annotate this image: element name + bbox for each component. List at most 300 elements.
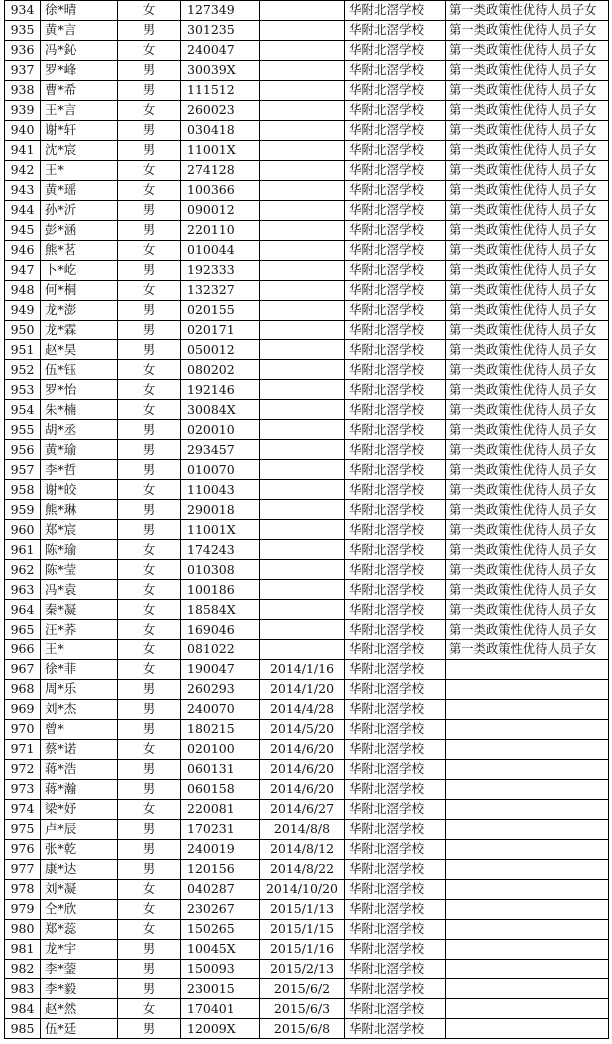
cell-date: 2014/6/27	[260, 799, 345, 819]
table-row	[5, 739, 609, 759]
cell-category: 第一类政策性优待人员子女	[446, 480, 609, 500]
cell-category: 第一类政策性优待人员子女	[446, 140, 609, 160]
table-row	[5, 699, 609, 719]
cell-gender: 女	[118, 560, 181, 580]
cell-date	[260, 380, 345, 400]
cell-id-suffix: 10045X	[181, 939, 260, 959]
cell-name: 秦*凝	[41, 600, 118, 620]
cell-id-suffix: 010070	[181, 460, 260, 480]
cell-name: 王*	[41, 640, 118, 660]
cell-number: 948	[5, 280, 41, 300]
cell-gender: 男	[118, 839, 181, 859]
cell-gender: 女	[118, 600, 181, 620]
table-row	[5, 40, 609, 60]
cell-name: 黄*瑜	[41, 440, 118, 460]
table-row	[5, 879, 609, 899]
cell-school: 华附北滘学校	[345, 120, 446, 140]
cell-gender: 男	[118, 520, 181, 540]
table-row	[5, 839, 609, 859]
cell-date: 2014/1/16	[260, 659, 345, 679]
table-row	[5, 600, 609, 620]
table-row	[5, 959, 609, 979]
table-row	[5, 300, 609, 320]
table-row	[5, 819, 609, 839]
cell-date	[260, 100, 345, 120]
cell-id-suffix: 170401	[181, 999, 260, 1019]
cell-category: 第一类政策性优待人员子女	[446, 120, 609, 140]
cell-category: 第一类政策性优待人员子女	[446, 320, 609, 340]
table-row	[5, 919, 609, 939]
cell-name: 康*达	[41, 859, 118, 879]
cell-number: 976	[5, 839, 41, 859]
cell-id-suffix: 030418	[181, 120, 260, 140]
cell-school: 华附北滘学校	[345, 400, 446, 420]
cell-school: 华附北滘学校	[345, 160, 446, 180]
cell-gender: 女	[118, 400, 181, 420]
cell-id-suffix: 150093	[181, 959, 260, 979]
cell-number: 935	[5, 20, 41, 40]
cell-school: 华附北滘学校	[345, 919, 446, 939]
cell-number: 952	[5, 360, 41, 380]
cell-number: 968	[5, 679, 41, 699]
cell-id-suffix: 293457	[181, 440, 260, 460]
cell-date	[260, 180, 345, 200]
cell-category	[446, 819, 609, 839]
cell-date: 2014/4/28	[260, 699, 345, 719]
table-row	[5, 460, 609, 480]
cell-category	[446, 719, 609, 739]
cell-name: 熊*琳	[41, 500, 118, 520]
cell-id-suffix: 230267	[181, 899, 260, 919]
cell-date	[260, 620, 345, 640]
cell-category: 第一类政策性优待人员子女	[446, 600, 609, 620]
cell-number: 950	[5, 320, 41, 340]
cell-number: 971	[5, 739, 41, 759]
cell-name: 李*哲	[41, 460, 118, 480]
cell-name: 孙*沂	[41, 200, 118, 220]
cell-gender: 男	[118, 340, 181, 360]
cell-gender: 男	[118, 120, 181, 140]
cell-number: 972	[5, 759, 41, 779]
cell-number: 975	[5, 819, 41, 839]
cell-category: 第一类政策性优待人员子女	[446, 400, 609, 420]
cell-name: 徐*菲	[41, 659, 118, 679]
table-row	[5, 440, 609, 460]
cell-number: 982	[5, 959, 41, 979]
table-row	[5, 280, 609, 300]
cell-name: 胡*丞	[41, 420, 118, 440]
cell-gender: 女	[118, 640, 181, 660]
cell-school: 华附北滘学校	[345, 879, 446, 899]
cell-date	[260, 160, 345, 180]
cell-number: 979	[5, 899, 41, 919]
cell-gender: 女	[118, 240, 181, 260]
cell-school: 华附北滘学校	[345, 759, 446, 779]
table-row	[5, 100, 609, 120]
table-row	[5, 480, 609, 500]
cell-category	[446, 999, 609, 1019]
cell-date: 2015/1/15	[260, 919, 345, 939]
cell-date	[260, 520, 345, 540]
cell-date: 2015/6/3	[260, 999, 345, 1019]
cell-number: 958	[5, 480, 41, 500]
table-row	[5, 659, 609, 679]
cell-number: 962	[5, 560, 41, 580]
cell-gender: 女	[118, 100, 181, 120]
cell-number: 964	[5, 600, 41, 620]
cell-number: 980	[5, 919, 41, 939]
cell-category	[446, 879, 609, 899]
cell-school: 华附北滘学校	[345, 540, 446, 560]
cell-id-suffix: 127349	[181, 1, 260, 21]
cell-school: 华附北滘学校	[345, 819, 446, 839]
cell-number: 944	[5, 200, 41, 220]
cell-school: 华附北滘学校	[345, 839, 446, 859]
cell-gender: 女	[118, 160, 181, 180]
cell-name: 蒋*瀚	[41, 779, 118, 799]
cell-gender: 男	[118, 140, 181, 160]
cell-id-suffix: 18584X	[181, 600, 260, 620]
cell-number: 985	[5, 1019, 41, 1039]
cell-id-suffix: 190047	[181, 659, 260, 679]
cell-id-suffix: 230015	[181, 979, 260, 999]
cell-id-suffix: 30084X	[181, 400, 260, 420]
cell-number: 937	[5, 60, 41, 80]
cell-category: 第一类政策性优待人员子女	[446, 200, 609, 220]
cell-gender: 女	[118, 879, 181, 899]
cell-school: 华附北滘学校	[345, 480, 446, 500]
cell-id-suffix: 301235	[181, 20, 260, 40]
cell-category	[446, 1019, 609, 1039]
cell-date	[260, 400, 345, 420]
cell-date	[260, 1, 345, 21]
cell-school: 华附北滘学校	[345, 799, 446, 819]
cell-name: 黄*言	[41, 20, 118, 40]
cell-category: 第一类政策性优待人员子女	[446, 620, 609, 640]
cell-gender: 女	[118, 739, 181, 759]
cell-school: 华附北滘学校	[345, 959, 446, 979]
cell-gender: 男	[118, 420, 181, 440]
cell-category: 第一类政策性优待人员子女	[446, 20, 609, 40]
table-row	[5, 360, 609, 380]
cell-school: 华附北滘学校	[345, 180, 446, 200]
cell-number: 967	[5, 659, 41, 679]
cell-gender: 男	[118, 959, 181, 979]
table-row	[5, 180, 609, 200]
cell-id-suffix: 080202	[181, 360, 260, 380]
cell-number: 953	[5, 380, 41, 400]
cell-gender: 男	[118, 500, 181, 520]
cell-date	[260, 280, 345, 300]
cell-number: 936	[5, 40, 41, 60]
table-row	[5, 620, 609, 640]
cell-name: 陈*瑜	[41, 540, 118, 560]
cell-school: 华附北滘学校	[345, 300, 446, 320]
cell-school: 华附北滘学校	[345, 440, 446, 460]
cell-name: 刘*凝	[41, 879, 118, 899]
cell-date	[260, 200, 345, 220]
cell-id-suffix: 090012	[181, 200, 260, 220]
cell-id-suffix: 290018	[181, 500, 260, 520]
cell-date	[260, 320, 345, 340]
table-row	[5, 80, 609, 100]
table-row	[5, 939, 609, 959]
cell-number: 957	[5, 460, 41, 480]
cell-school: 华附北滘学校	[345, 80, 446, 100]
table-row	[5, 120, 609, 140]
cell-date: 2014/8/8	[260, 819, 345, 839]
cell-date	[260, 120, 345, 140]
cell-date	[260, 640, 345, 660]
cell-category: 第一类政策性优待人员子女	[446, 220, 609, 240]
cell-category	[446, 759, 609, 779]
cell-category	[446, 679, 609, 699]
cell-gender: 女	[118, 799, 181, 819]
cell-name: 蔡*诺	[41, 739, 118, 759]
cell-date	[260, 220, 345, 240]
cell-category	[446, 859, 609, 879]
cell-name: 伍*钰	[41, 360, 118, 380]
cell-name: 罗*峰	[41, 60, 118, 80]
cell-gender: 男	[118, 60, 181, 80]
cell-name: 仝*欣	[41, 899, 118, 919]
cell-category: 第一类政策性优待人员子女	[446, 160, 609, 180]
cell-category: 第一类政策性优待人员子女	[446, 640, 609, 660]
cell-school: 华附北滘学校	[345, 739, 446, 759]
cell-date: 2014/6/20	[260, 739, 345, 759]
cell-name: 徐*晴	[41, 1, 118, 21]
cell-category	[446, 799, 609, 819]
cell-number: 942	[5, 160, 41, 180]
cell-id-suffix: 050012	[181, 340, 260, 360]
cell-id-suffix: 150265	[181, 919, 260, 939]
cell-id-suffix: 132327	[181, 280, 260, 300]
cell-school: 华附北滘学校	[345, 999, 446, 1019]
cell-category	[446, 839, 609, 859]
cell-number: 969	[5, 699, 41, 719]
cell-category	[446, 959, 609, 979]
cell-name: 卜*屹	[41, 260, 118, 280]
cell-gender: 男	[118, 719, 181, 739]
cell-id-suffix: 010044	[181, 240, 260, 260]
cell-number: 945	[5, 220, 41, 240]
cell-school: 华附北滘学校	[345, 679, 446, 699]
cell-number: 947	[5, 260, 41, 280]
cell-id-suffix: 081022	[181, 640, 260, 660]
table-row	[5, 160, 609, 180]
table-row	[5, 1, 609, 21]
cell-date	[260, 40, 345, 60]
cell-gender: 男	[118, 200, 181, 220]
cell-category	[446, 979, 609, 999]
cell-id-suffix: 060158	[181, 779, 260, 799]
cell-id-suffix: 11001X	[181, 140, 260, 160]
cell-date	[260, 240, 345, 260]
cell-category	[446, 659, 609, 679]
cell-number: 940	[5, 120, 41, 140]
cell-name: 沈*宸	[41, 140, 118, 160]
cell-number: 939	[5, 100, 41, 120]
cell-category: 第一类政策性优待人员子女	[446, 280, 609, 300]
cell-gender: 男	[118, 699, 181, 719]
table-row	[5, 420, 609, 440]
cell-number: 977	[5, 859, 41, 879]
cell-date	[260, 580, 345, 600]
cell-category	[446, 739, 609, 759]
cell-school: 华附北滘学校	[345, 560, 446, 580]
cell-gender: 男	[118, 260, 181, 280]
cell-school: 华附北滘学校	[345, 240, 446, 260]
cell-gender: 男	[118, 460, 181, 480]
cell-name: 卢*辰	[41, 819, 118, 839]
cell-school: 华附北滘学校	[345, 899, 446, 919]
cell-gender: 男	[118, 20, 181, 40]
cell-school: 华附北滘学校	[345, 859, 446, 879]
cell-gender: 男	[118, 300, 181, 320]
cell-name: 蒋*浩	[41, 759, 118, 779]
table-row	[5, 20, 609, 40]
cell-id-suffix: 192333	[181, 260, 260, 280]
cell-number: 946	[5, 240, 41, 260]
table-row	[5, 759, 609, 779]
cell-date	[260, 600, 345, 620]
cell-category: 第一类政策性优待人员子女	[446, 580, 609, 600]
cell-school: 华附北滘学校	[345, 520, 446, 540]
cell-name: 赵*然	[41, 999, 118, 1019]
cell-category	[446, 919, 609, 939]
cell-id-suffix: 170231	[181, 819, 260, 839]
cell-category: 第一类政策性优待人员子女	[446, 500, 609, 520]
cell-category: 第一类政策性优待人员子女	[446, 460, 609, 480]
cell-number: 955	[5, 420, 41, 440]
cell-id-suffix: 020010	[181, 420, 260, 440]
cell-number: 970	[5, 719, 41, 739]
cell-date: 2015/1/16	[260, 939, 345, 959]
cell-date: 2014/8/12	[260, 839, 345, 859]
cell-school: 华附北滘学校	[345, 380, 446, 400]
cell-name: 梁*妤	[41, 799, 118, 819]
cell-category	[446, 779, 609, 799]
cell-number: 938	[5, 80, 41, 100]
cell-id-suffix: 274128	[181, 160, 260, 180]
cell-name: 李*蓥	[41, 959, 118, 979]
cell-name: 郑*宸	[41, 520, 118, 540]
cell-date: 2014/8/22	[260, 859, 345, 879]
cell-gender: 男	[118, 80, 181, 100]
cell-gender: 男	[118, 819, 181, 839]
cell-school: 华附北滘学校	[345, 420, 446, 440]
cell-category: 第一类政策性优待人员子女	[446, 300, 609, 320]
cell-id-suffix: 192146	[181, 380, 260, 400]
cell-id-suffix: 30039X	[181, 60, 260, 80]
table-row	[5, 979, 609, 999]
cell-gender: 女	[118, 280, 181, 300]
cell-date	[260, 360, 345, 380]
cell-school: 华附北滘学校	[345, 140, 446, 160]
cell-date: 2014/1/20	[260, 679, 345, 699]
cell-name: 罗*怡	[41, 380, 118, 400]
cell-school: 华附北滘学校	[345, 1, 446, 21]
cell-gender: 女	[118, 659, 181, 679]
cell-gender: 女	[118, 1, 181, 21]
cell-name: 刘*杰	[41, 699, 118, 719]
cell-category	[446, 699, 609, 719]
cell-number: 981	[5, 939, 41, 959]
cell-date: 2014/10/20	[260, 879, 345, 899]
cell-date: 2015/2/13	[260, 959, 345, 979]
cell-id-suffix: 010308	[181, 560, 260, 580]
cell-date	[260, 140, 345, 160]
cell-id-suffix: 020100	[181, 739, 260, 759]
cell-number: 941	[5, 140, 41, 160]
cell-number: 951	[5, 340, 41, 360]
cell-date	[260, 560, 345, 580]
cell-school: 华附北滘学校	[345, 200, 446, 220]
cell-name: 冯*鈊	[41, 40, 118, 60]
table-row	[5, 679, 609, 699]
table-row	[5, 240, 609, 260]
cell-name: 龙*澎	[41, 300, 118, 320]
cell-gender: 女	[118, 360, 181, 380]
cell-category: 第一类政策性优待人员子女	[446, 520, 609, 540]
cell-date	[260, 460, 345, 480]
cell-category	[446, 899, 609, 919]
cell-gender: 女	[118, 480, 181, 500]
cell-gender: 男	[118, 779, 181, 799]
cell-category: 第一类政策性优待人员子女	[446, 360, 609, 380]
cell-date: 2015/1/13	[260, 899, 345, 919]
cell-school: 华附北滘学校	[345, 500, 446, 520]
cell-name: 李*毅	[41, 979, 118, 999]
table-row	[5, 999, 609, 1019]
cell-name: 陈*莹	[41, 560, 118, 580]
cell-category: 第一类政策性优待人员子女	[446, 440, 609, 460]
cell-date	[260, 420, 345, 440]
table-row	[5, 220, 609, 240]
cell-school: 华附北滘学校	[345, 280, 446, 300]
cell-name: 彭*涵	[41, 220, 118, 240]
cell-name: 曹*希	[41, 80, 118, 100]
cell-date	[260, 60, 345, 80]
cell-school: 华附北滘学校	[345, 659, 446, 679]
cell-gender: 女	[118, 180, 181, 200]
table-body	[5, 1, 609, 1039]
student-table	[4, 0, 609, 1039]
cell-name: 赵*昊	[41, 340, 118, 360]
cell-date	[260, 500, 345, 520]
cell-gender: 女	[118, 919, 181, 939]
cell-name: 冯*袁	[41, 580, 118, 600]
cell-school: 华附北滘学校	[345, 20, 446, 40]
cell-id-suffix: 11001X	[181, 520, 260, 540]
cell-id-suffix: 240070	[181, 699, 260, 719]
cell-number: 943	[5, 180, 41, 200]
cell-name: 张*乾	[41, 839, 118, 859]
cell-date: 2014/5/20	[260, 719, 345, 739]
cell-date	[260, 300, 345, 320]
cell-gender: 男	[118, 220, 181, 240]
cell-name: 何*桐	[41, 280, 118, 300]
cell-school: 华附北滘学校	[345, 779, 446, 799]
cell-id-suffix: 169046	[181, 620, 260, 640]
cell-school: 华附北滘学校	[345, 939, 446, 959]
table-row	[5, 640, 609, 660]
cell-school: 华附北滘学校	[345, 460, 446, 480]
cell-gender: 女	[118, 580, 181, 600]
table-row	[5, 859, 609, 879]
table-row	[5, 899, 609, 919]
cell-gender: 男	[118, 320, 181, 340]
